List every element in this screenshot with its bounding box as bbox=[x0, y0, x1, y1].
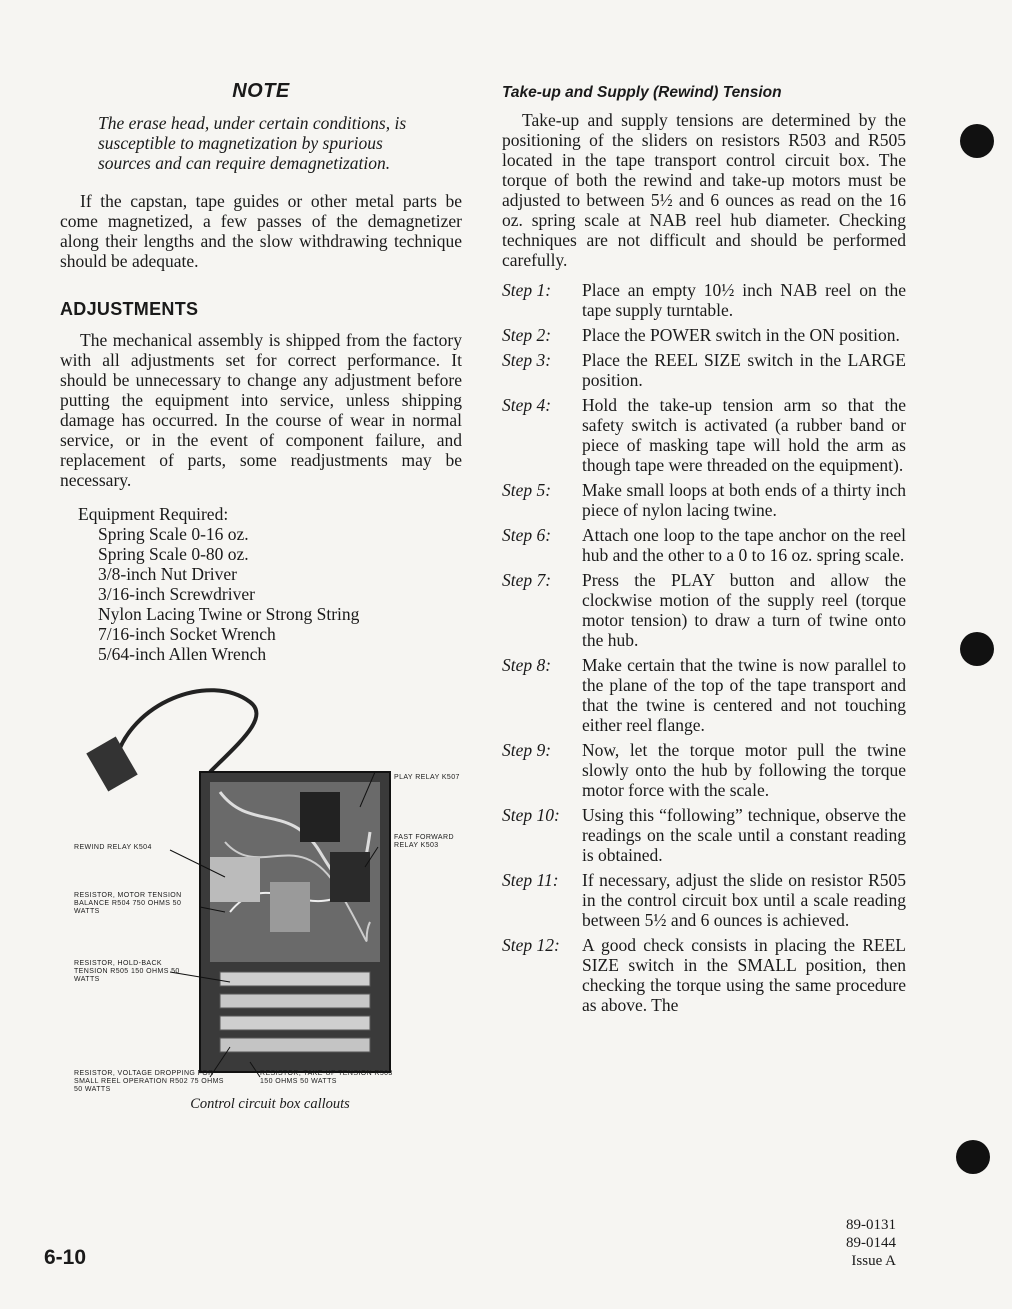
callout-rewind-relay: REWIND RELAY K504 bbox=[74, 844, 152, 851]
equipment-section bbox=[78, 504, 462, 664]
step-text: Place the POWER switch in the ON position. bbox=[582, 325, 900, 345]
equipment-item: Spring Scale 0-80 oz. bbox=[98, 544, 249, 564]
punch-hole bbox=[960, 632, 994, 666]
equipment-item: 5/64-inch Allen Wrench bbox=[98, 644, 267, 664]
step-item bbox=[502, 395, 906, 475]
callout-voltage-dropping-resistor: RESISTOR, VOLTAGE DROPPING FOR SMALL REEL OPERATION R502 75 OHMS 50 WATTS bbox=[74, 1070, 224, 1093]
equipment-item: 7/16-inch Socket Wrench bbox=[98, 624, 276, 644]
step-item bbox=[502, 280, 906, 320]
step-item bbox=[502, 350, 906, 390]
right-column bbox=[502, 84, 906, 1020]
control-circuit-box-figure bbox=[60, 682, 480, 1122]
adjustments-paragraph: The mechanical assembly is shipped from the factory with all adjustments set for correct performance. It should be unnecessary to change any adjustment before putting the equipment into service, unless shipping damage has occurred. In the course of wear in normal service, or in the event of component failure, and replacement of parts, some readjustments may be necessary. bbox=[60, 330, 462, 490]
step-text: Press the PLAY button and allow the clockwise motion of the supply reel (torque motor tension) to draw a turn of twine onto the hub. bbox=[582, 570, 906, 650]
equipment-item: 3/16-inch Screwdriver bbox=[98, 584, 255, 604]
equipment-item: Nylon Lacing Twine or Strong String bbox=[98, 604, 360, 624]
tension-paragraph: Take-up and supply tensions are determined by the positioning of the sliders on resistors R503 and R505 located in the tape transport control circuit box. The torque of both the rewind and take-up motors must be adjusted to between 5½ and 6 ounces as read on the 16 oz. spring scale at NAB reel hub diameter. Checking techniques are not difficult and should be performed carefully. bbox=[502, 110, 906, 270]
step-item bbox=[502, 935, 906, 1015]
step-label: Step 7: bbox=[502, 570, 552, 590]
punch-hole bbox=[956, 1140, 990, 1174]
issue-label: Issue A bbox=[851, 1253, 896, 1269]
step-text: Now, let the torque motor pull the twine slowly onto the hub by following the torque motor force with the scale. bbox=[582, 740, 906, 800]
control-circuit-box-photo bbox=[60, 682, 480, 1092]
doc-id: 89-0131 bbox=[846, 1217, 896, 1233]
steps-list bbox=[502, 280, 906, 1015]
step-item bbox=[502, 655, 906, 735]
step-label: Step 8: bbox=[502, 655, 552, 675]
step-text: A good check consists in placing the REEL SIZE switch in the SMALL position, then checking the torque using the same procedure as above. The bbox=[582, 935, 906, 1015]
step-label: Step 12: bbox=[502, 935, 560, 955]
step-item bbox=[502, 480, 906, 520]
callout-motor-tension-resistor: RESISTOR, MOTOR TENSION BALANCE R504 750 OHMS 50 WATTS bbox=[74, 892, 182, 915]
step-label: Step 9: bbox=[502, 740, 552, 760]
step-label: Step 4: bbox=[502, 395, 552, 415]
figure-caption: Control circuit box callouts bbox=[190, 1096, 350, 1112]
intro-paragraph: If the capstan, tape guides or other metal parts be come magnetized, a few passes of the demagnetizer along their lengths and the slow withdrawing technique should be adequate. bbox=[60, 191, 462, 271]
adjustments-heading: ADJUSTMENTS bbox=[60, 299, 199, 319]
step-text: If necessary, adjust the slide on resistor R505 in the control circuit box until a scale reading between 5½ and 6 ounces is achieved. bbox=[582, 870, 906, 930]
equipment-title: Equipment Required: bbox=[78, 504, 229, 524]
callout-play-relay: PLAY RELAY K507 bbox=[394, 774, 460, 781]
step-text: Hold the take-up tension arm so that the safety switch is activated (a rubber band or piece of masking tape will hold the arm as though tape were threaded on the equipment). bbox=[582, 395, 906, 475]
document-ids bbox=[830, 1216, 896, 1270]
step-label: Step 2: bbox=[502, 325, 552, 345]
step-label: Step 1: bbox=[502, 280, 552, 300]
step-label: Step 3: bbox=[502, 350, 552, 370]
step-item bbox=[502, 325, 906, 345]
step-item bbox=[502, 525, 906, 565]
equipment-list bbox=[98, 524, 462, 664]
step-item bbox=[502, 570, 906, 650]
callout-hold-back-resistor: RESISTOR, HOLD-BACK TENSION R505 150 OHMS 50 WATTS bbox=[74, 960, 180, 983]
note-text: The erase head, under certain conditions, is susceptible to magnetization by spurious sources and can require demagnetization. bbox=[98, 113, 407, 173]
punch-hole bbox=[960, 124, 994, 158]
step-text: Make small loops at both ends of a thirty inch piece of nylon lacing twine. bbox=[582, 480, 906, 520]
left-column bbox=[60, 80, 462, 1122]
step-item bbox=[502, 870, 906, 930]
note-heading: NOTE bbox=[232, 80, 290, 102]
equipment-item: 3/8-inch Nut Driver bbox=[98, 564, 237, 584]
tension-heading: Take-up and Supply (Rewind) Tension bbox=[502, 84, 782, 101]
step-text: Attach one loop to the tape anchor on the reel hub and the other to a 0 to 16 oz. spring scale. bbox=[582, 525, 906, 565]
callout-fast-forward-relay: FAST FORWARD RELAY K503 bbox=[394, 834, 454, 849]
step-text: Place the REEL SIZE switch in the LARGE position. bbox=[582, 350, 906, 390]
step-label: Step 6: bbox=[502, 525, 552, 545]
step-text: Place an empty 10½ inch NAB reel on the tape supply turntable. bbox=[582, 280, 906, 320]
step-label: Step 5: bbox=[502, 480, 552, 500]
doc-id: 89-0144 bbox=[846, 1235, 896, 1251]
step-item bbox=[502, 740, 906, 800]
step-text: Using this “following” technique, observe the readings on the scale until a constant reading is obtained. bbox=[582, 805, 906, 865]
step-label: Step 10: bbox=[502, 805, 560, 825]
step-item bbox=[502, 805, 906, 865]
equipment-item: Spring Scale 0-16 oz. bbox=[98, 524, 249, 544]
callout-take-up-resistor: RESISTOR, TAKE-UP TENSION R503 150 OHMS 50 WATTS bbox=[260, 1070, 393, 1085]
page-number: 6-10 bbox=[44, 1246, 87, 1269]
step-text: Make certain that the twine is now parallel to the plane of the top of the tape transport and that the twine is centered and not touching either reel flange. bbox=[582, 655, 906, 735]
step-label: Step 11: bbox=[502, 870, 559, 890]
